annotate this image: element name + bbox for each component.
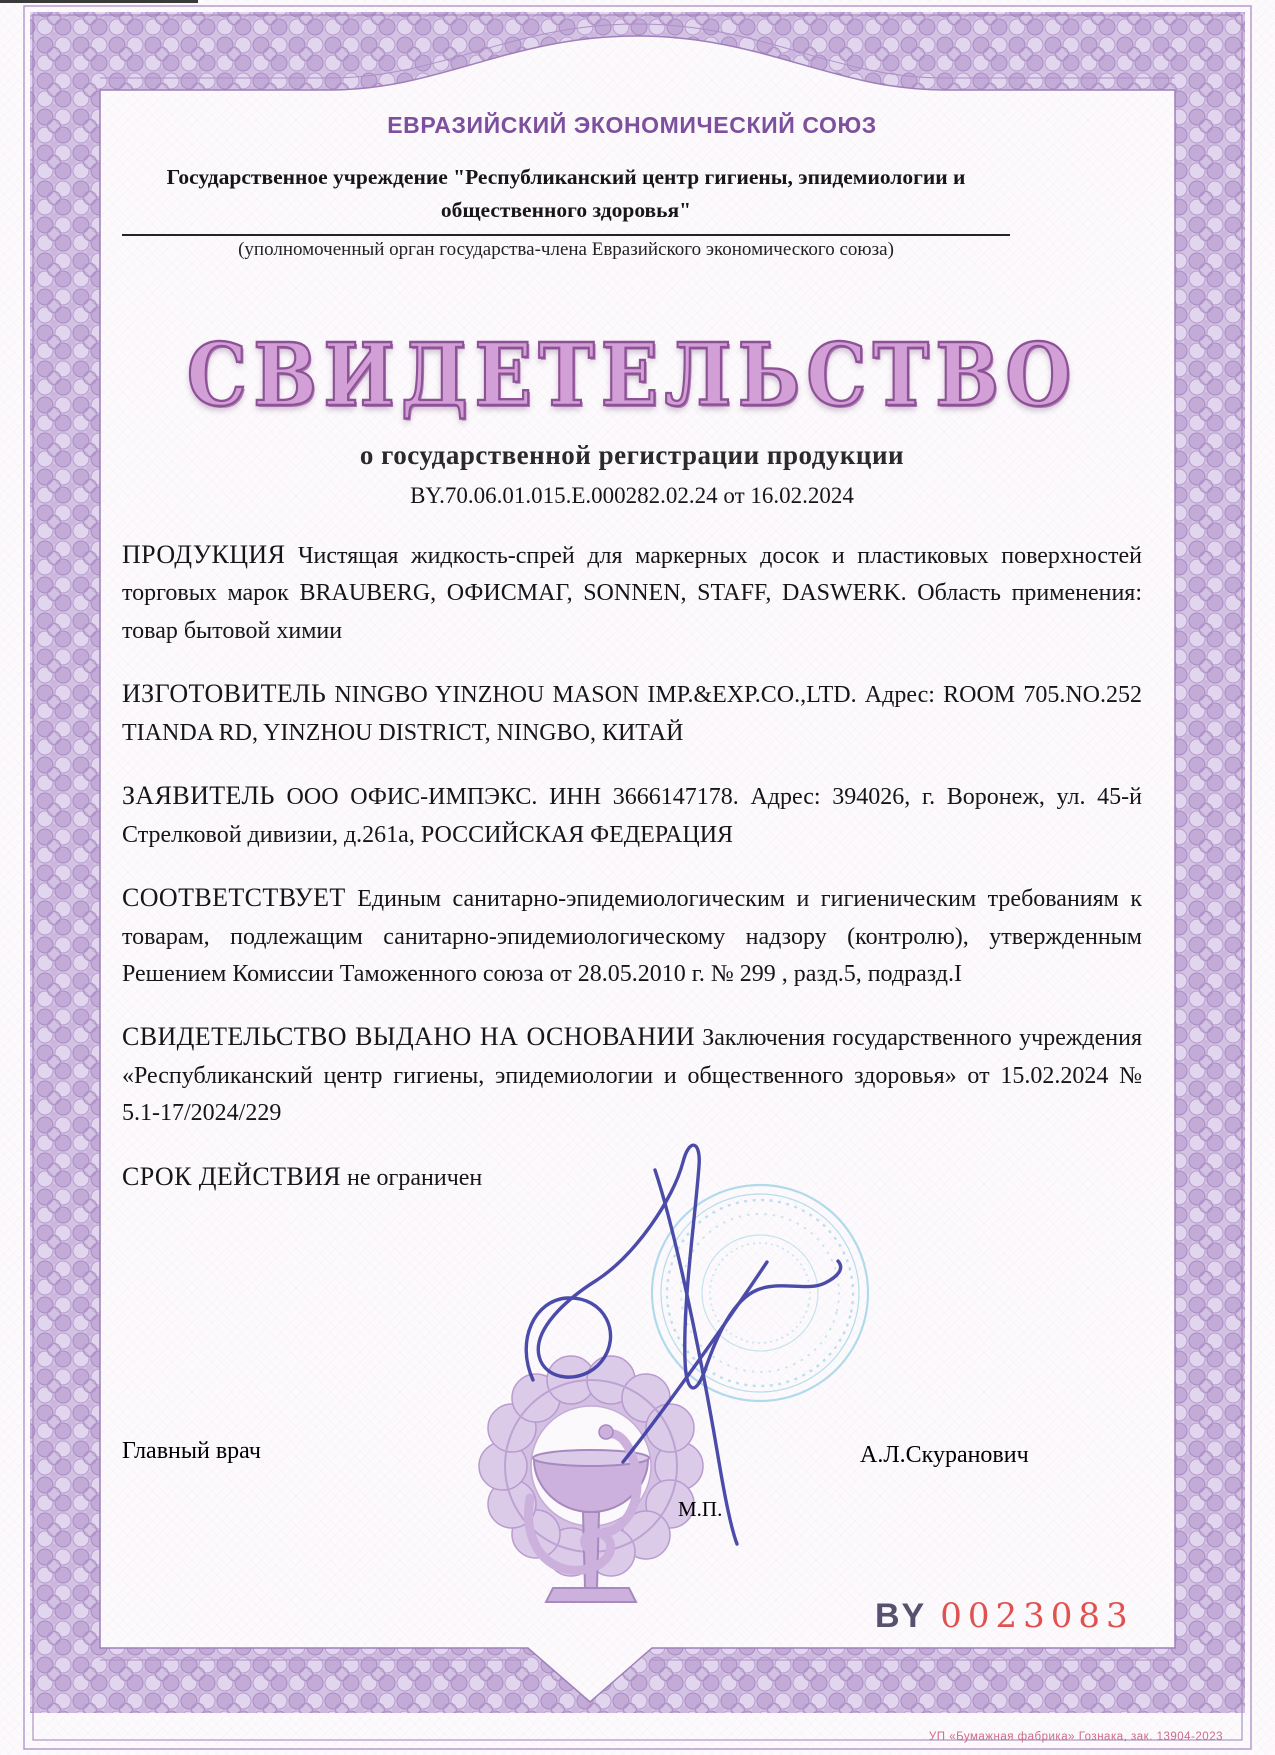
section-applicant [122, 776, 1142, 854]
section-manufacturer [122, 674, 1142, 752]
section-label: ИЗГОТОВИТЕЛЬ [122, 679, 327, 709]
section-text: NINGBO YINZHOU MASON IMP.&EXP.CO.,LTD. Адрес: ROOM 705.NO.252 TIANDA RD, YINZHOU DISTRICT, NINGBO, КИТАЙ [122, 682, 1142, 746]
issuing-org-block [122, 161, 1010, 261]
union-header: ЕВРАЗИЙСКИЙ ЭКОНОМИЧЕСКИЙ СОЮЗ [387, 112, 877, 138]
section-basis [122, 1017, 1142, 1132]
certificate-sections [122, 535, 1142, 1198]
section-text: не ограничен [347, 1164, 483, 1191]
section-text: Заключения государственного учреждения «Республиканский центр гигиены, эпидемиологии и общественного здоровья» от 15.02.2024 № 5.1-17/2024/229 [122, 1025, 1143, 1127]
issuing-org-caption: (уполномоченный орган государства-члена Евразийского экономического союза) [238, 238, 894, 260]
certificate-title: СВИДЕТЕЛЬСТВО [186, 324, 1078, 426]
section-text: Единым санитарно-эпидемиологическим и гигиеническим требованиям к товарам, подлежащим санитарно-эпидемиологическому надзору (контролю), утвержденным Решением Комиссии Таможенного союза от 28.05.2010 г. № 299 , разд.5, подразд.I [122, 886, 1143, 987]
handwritten-signature-icon [505, 1130, 885, 1560]
serial-digits: 0023083 [940, 1596, 1134, 1636]
section-text: Чистящая жидкость-спрей для маркерных досок и пластиковых поверхностей торговых марок BRAUBERG, ОФИСМАГ, SONNEN, STAFF, DASWERK. Область применения: товар бытовой химии [122, 542, 1142, 644]
issuing-org-name: Государственное учреждение "Республиканский центр гигиены, эпидемиологии и общественного здоровья" [166, 165, 966, 223]
section-label: СРОК ДЕЙСТВИЯ [122, 1161, 342, 1191]
section-text: ООО ОФИС-ИМПЭКС. ИНН 3666147178. Адрес: 394026, г. Воронеж, ул. 45-й Стрелковой дивизии, д.261а, РОССИЙСКАЯ ФЕДЕРАЦИЯ [122, 784, 1142, 848]
section-label: ЗАЯВИТЕЛЬ [122, 781, 275, 811]
form-serial-number [875, 1596, 1134, 1636]
registration-number: BY.70.06.01.015.Е.000282.02.24 от 16.02.2024 [410, 482, 854, 508]
certificate-subtitle: о государственной регистрации продукции [359, 439, 905, 470]
signer-name: А.Л.Скуранович [860, 1442, 1029, 1468]
section-label: СООТВЕТСТВУЕТ [122, 883, 346, 913]
seal-place-caption: М.П. [678, 1497, 723, 1521]
section-compliance [122, 878, 1142, 993]
section-label: СВИДЕТЕЛЬСТВО ВЫДАНО НА ОСНОВАНИИ [122, 1022, 695, 1052]
printer-imprint: УП «Бумажная фабрика» Гознака, зак. 13904-2023 [928, 1731, 1223, 1743]
serial-prefix: BY [875, 1597, 927, 1635]
section-product [122, 535, 1142, 650]
section-label: ПРОДУКЦИЯ [122, 539, 286, 569]
position-title: Главный врач [122, 1438, 261, 1464]
divider [122, 234, 1010, 236]
certificate-body [122, 96, 1142, 1221]
